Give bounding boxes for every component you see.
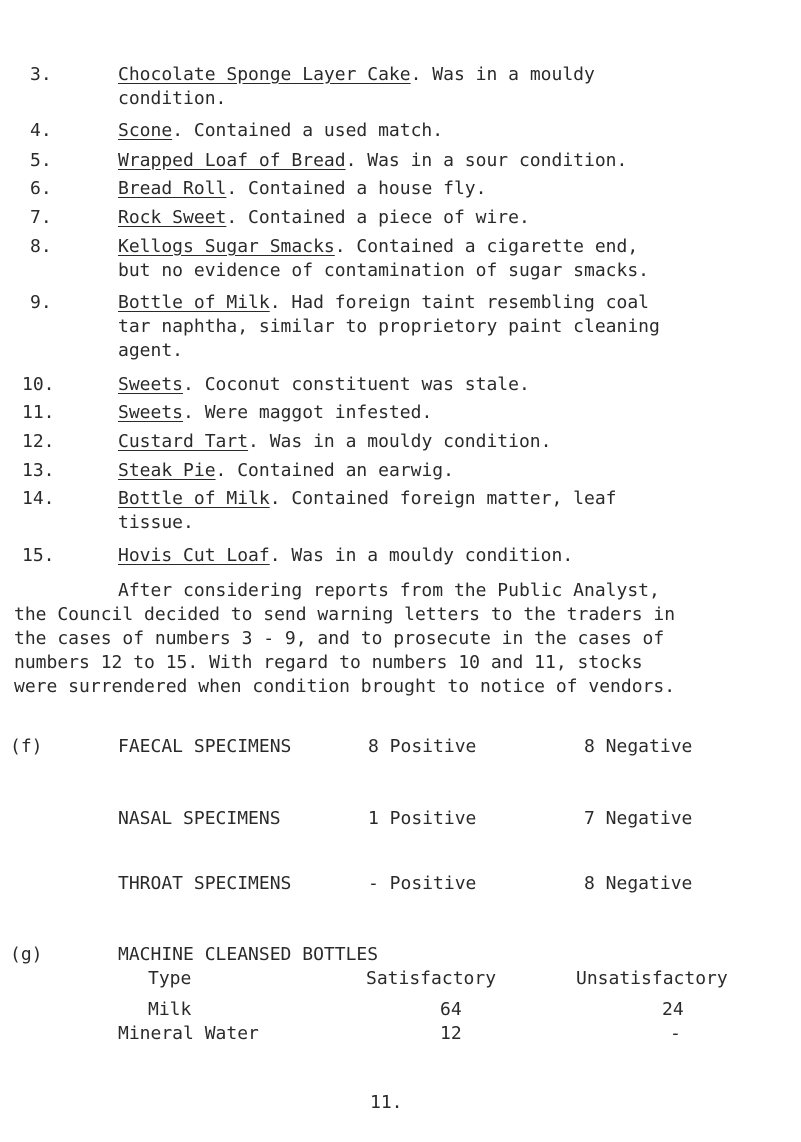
item-number: 3. bbox=[30, 64, 52, 85]
item-number: 11. bbox=[22, 402, 55, 423]
specimen-positive: - Positive bbox=[368, 873, 477, 894]
bottle-type: Mineral Water bbox=[118, 1023, 259, 1044]
item-number: 14. bbox=[22, 488, 55, 509]
item-text bbox=[118, 120, 443, 142]
item-desc: . Contained a house fly. bbox=[226, 178, 487, 199]
item-title: Custard Tart bbox=[118, 431, 249, 452]
item-title: Bottle of Milk bbox=[118, 292, 270, 313]
specimen-negative: 7 Negative bbox=[584, 808, 693, 829]
item-desc: . Was in a mouldy condition. bbox=[269, 545, 574, 566]
item-number: 4. bbox=[30, 120, 52, 141]
item-title: Bottle of Milk bbox=[118, 488, 270, 509]
paragraph-line: numbers 12 to 15. With regard to numbers 10 and 11, stocks bbox=[14, 652, 643, 673]
item-text bbox=[118, 431, 551, 453]
item-number: 12. bbox=[22, 431, 55, 452]
item-desc: . Was in a mouldy bbox=[410, 64, 595, 85]
specimen-name: FAECAL SPECIMENS bbox=[118, 736, 292, 757]
page-number: 11. bbox=[370, 1092, 403, 1113]
item-desc-cont: agent. bbox=[118, 340, 184, 361]
item-number: 9. bbox=[30, 292, 52, 313]
item-desc: . Was in a mouldy condition. bbox=[248, 431, 552, 452]
item-title: Steak Pie bbox=[118, 460, 216, 481]
item-text bbox=[118, 488, 617, 510]
item-number: 5. bbox=[30, 150, 52, 171]
item-desc-cont: but no evidence of contamination of sugar smacks. bbox=[118, 260, 650, 281]
column-header-satisfactory: Satisfactory bbox=[366, 968, 497, 989]
item-number: 8. bbox=[30, 236, 52, 257]
item-text bbox=[118, 545, 573, 567]
item-text bbox=[118, 236, 638, 258]
item-number: 6. bbox=[30, 178, 52, 199]
item-number: 7. bbox=[30, 207, 52, 228]
column-header-unsatisfactory: Unsatisfactory bbox=[576, 968, 728, 989]
specimen-negative: 8 Negative bbox=[584, 873, 693, 894]
item-text bbox=[118, 292, 649, 314]
item-desc: . Contained an earwig. bbox=[215, 460, 454, 481]
item-text bbox=[118, 178, 486, 200]
bottle-unsatisfactory: - bbox=[670, 1023, 681, 1044]
item-desc: . Contained a used match. bbox=[172, 120, 444, 141]
item-title: Sweets bbox=[118, 374, 184, 395]
item-number: 13. bbox=[22, 460, 55, 481]
specimen-positive: 1 Positive bbox=[368, 808, 477, 829]
item-title: Scone bbox=[118, 120, 173, 141]
bottle-unsatisfactory: 24 bbox=[662, 999, 684, 1020]
paragraph-line: After considering reports from the Public Analyst, bbox=[118, 580, 660, 601]
bottle-satisfactory: 12 bbox=[440, 1023, 462, 1044]
item-text bbox=[118, 374, 530, 396]
item-desc-cont: tissue. bbox=[118, 512, 194, 533]
section-heading: MACHINE CLEANSED BOTTLES bbox=[118, 944, 379, 965]
section-label: (f) bbox=[10, 736, 43, 757]
specimen-name: THROAT SPECIMENS bbox=[118, 873, 292, 894]
paragraph-line: the Council decided to send warning letters to the traders in bbox=[14, 604, 676, 625]
item-desc: . Coconut constituent was stale. bbox=[183, 374, 530, 395]
column-header-type: Type bbox=[148, 968, 192, 989]
specimen-positive: 8 Positive bbox=[368, 736, 477, 757]
item-title: Sweets bbox=[118, 402, 184, 423]
item-desc-cont: tar naphtha, similar to proprietory paint cleaning bbox=[118, 316, 660, 337]
bottle-satisfactory: 64 bbox=[440, 999, 462, 1020]
item-title: Chocolate Sponge Layer Cake bbox=[118, 64, 411, 85]
item-desc: . Was in a sour condition. bbox=[345, 150, 628, 171]
item-desc: . Had foreign taint resembling coal bbox=[269, 292, 650, 313]
item-text bbox=[118, 402, 432, 424]
item-title: Hovis Cut Loaf bbox=[118, 545, 270, 566]
item-desc-cont: condition. bbox=[118, 88, 227, 109]
item-desc: . Contained a piece of wire. bbox=[226, 207, 530, 228]
item-desc: . Were maggot infested. bbox=[183, 402, 433, 423]
item-text bbox=[118, 460, 454, 482]
specimen-negative: 8 Negative bbox=[584, 736, 693, 757]
paragraph-line: the cases of numbers 3 - 9, and to prosecute in the cases of bbox=[14, 628, 665, 649]
section-label: (g) bbox=[10, 944, 43, 965]
item-text bbox=[118, 207, 530, 229]
item-text bbox=[118, 64, 595, 86]
item-number: 15. bbox=[22, 545, 55, 566]
item-number: 10. bbox=[22, 374, 55, 395]
item-desc: . Contained foreign matter, leaf bbox=[269, 488, 617, 509]
item-title: Bread Roll bbox=[118, 178, 227, 199]
item-title: Rock Sweet bbox=[118, 207, 227, 228]
item-text bbox=[118, 150, 627, 172]
item-desc: . Contained a cigarette end, bbox=[334, 236, 639, 257]
specimen-name: NASAL SPECIMENS bbox=[118, 808, 281, 829]
item-title: Wrapped Loaf of Bread bbox=[118, 150, 346, 171]
item-title: Kellogs Sugar Smacks bbox=[118, 236, 335, 257]
bottle-type: Milk bbox=[148, 999, 192, 1020]
paragraph-line: were surrendered when condition brought to notice of vendors. bbox=[14, 676, 676, 697]
